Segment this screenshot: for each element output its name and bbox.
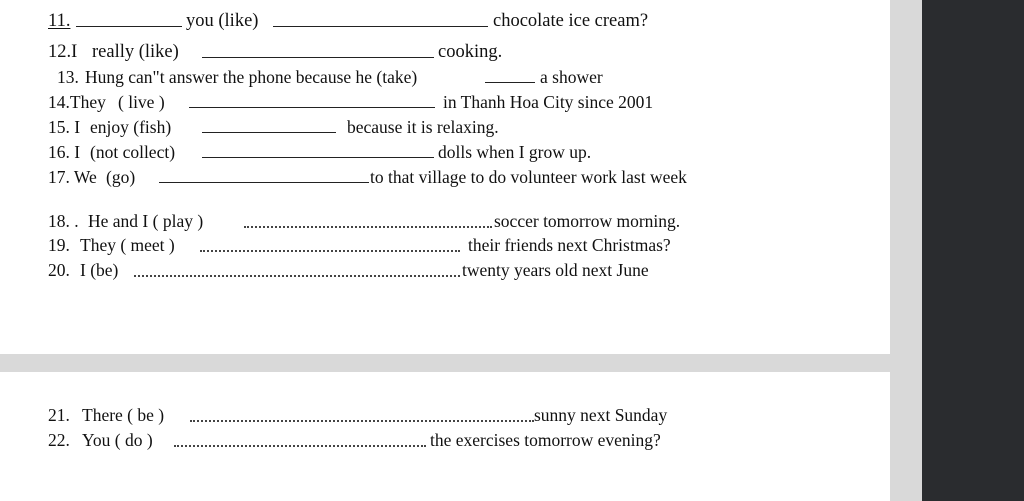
exercise-prompt: (not collect)	[90, 142, 176, 162]
exercise-prompt: you (like)	[186, 11, 259, 31]
exercise-number: 17. We	[48, 167, 97, 187]
exercise-prompt: enjoy (fish)	[90, 117, 172, 137]
exercise-number: 14.They	[48, 92, 106, 112]
answer-blank[interactable]	[202, 141, 434, 158]
answer-blank[interactable]	[200, 234, 460, 252]
answer-blank[interactable]	[190, 404, 534, 422]
exercise-number: 21.	[48, 405, 70, 425]
answer-blank[interactable]	[202, 116, 336, 133]
exercise-prompt: ( live )	[118, 92, 165, 112]
exercise-prompt: really (like)	[92, 42, 179, 62]
exercise-rest: soccer tomorrow morning.	[494, 211, 681, 231]
exercise-rest: sunny next Sunday	[534, 405, 668, 425]
exercise-rest: to that village to do volunteer work last week	[370, 167, 687, 187]
exercise-prompt: You ( do )	[82, 430, 153, 450]
answer-blank[interactable]	[273, 10, 488, 27]
exercise-rest: twenty years old next June	[462, 260, 649, 280]
exercise-prompt: Hung can"t answer the phone because he (take)	[85, 67, 418, 87]
answer-blank[interactable]	[485, 66, 535, 83]
exercise-rest: a shower	[540, 67, 603, 87]
exercise-number: 22.	[48, 430, 70, 450]
answer-blank[interactable]	[159, 166, 369, 183]
exercise-prompt: (go)	[106, 167, 136, 187]
exercise-prompt: There ( be )	[82, 405, 165, 425]
exercise-number: 11.	[48, 11, 71, 31]
exercise-number: 15. I	[48, 117, 81, 137]
answer-blank[interactable]	[244, 210, 492, 228]
answer-blank[interactable]	[134, 259, 460, 277]
exercise-rest: the exercises tomorrow evening?	[430, 430, 661, 450]
worksheet-page-2	[0, 372, 890, 501]
exercise-rest: because it is relaxing.	[347, 117, 499, 137]
answer-blank[interactable]	[202, 41, 434, 58]
dark-side-panel	[922, 0, 1024, 501]
exercise-number: 16. I	[48, 142, 81, 162]
exercise-number: 12.I	[48, 42, 78, 62]
exercise-rest: cooking.	[438, 42, 503, 62]
exercise-prompt: They ( meet )	[80, 235, 175, 255]
exercise-rest: chocolate ice cream?	[493, 11, 649, 31]
exercise-rest: dolls when I grow up.	[438, 142, 592, 162]
answer-blank[interactable]	[189, 91, 435, 108]
exercise-rest: their friends next Christmas?	[468, 235, 671, 255]
answer-blank[interactable]	[174, 429, 426, 447]
exercise-rest: in Thanh Hoa City since 2001	[443, 92, 654, 112]
answer-blank[interactable]	[76, 10, 182, 27]
exercise-number: 20.	[48, 260, 70, 280]
exercise-prompt: He and I ( play )	[88, 211, 204, 231]
exercise-number: 18. .	[48, 211, 79, 231]
exercise-number: 19.	[48, 235, 70, 255]
exercise-number: 13.	[57, 67, 79, 87]
exercise-prompt: I (be)	[80, 260, 119, 280]
